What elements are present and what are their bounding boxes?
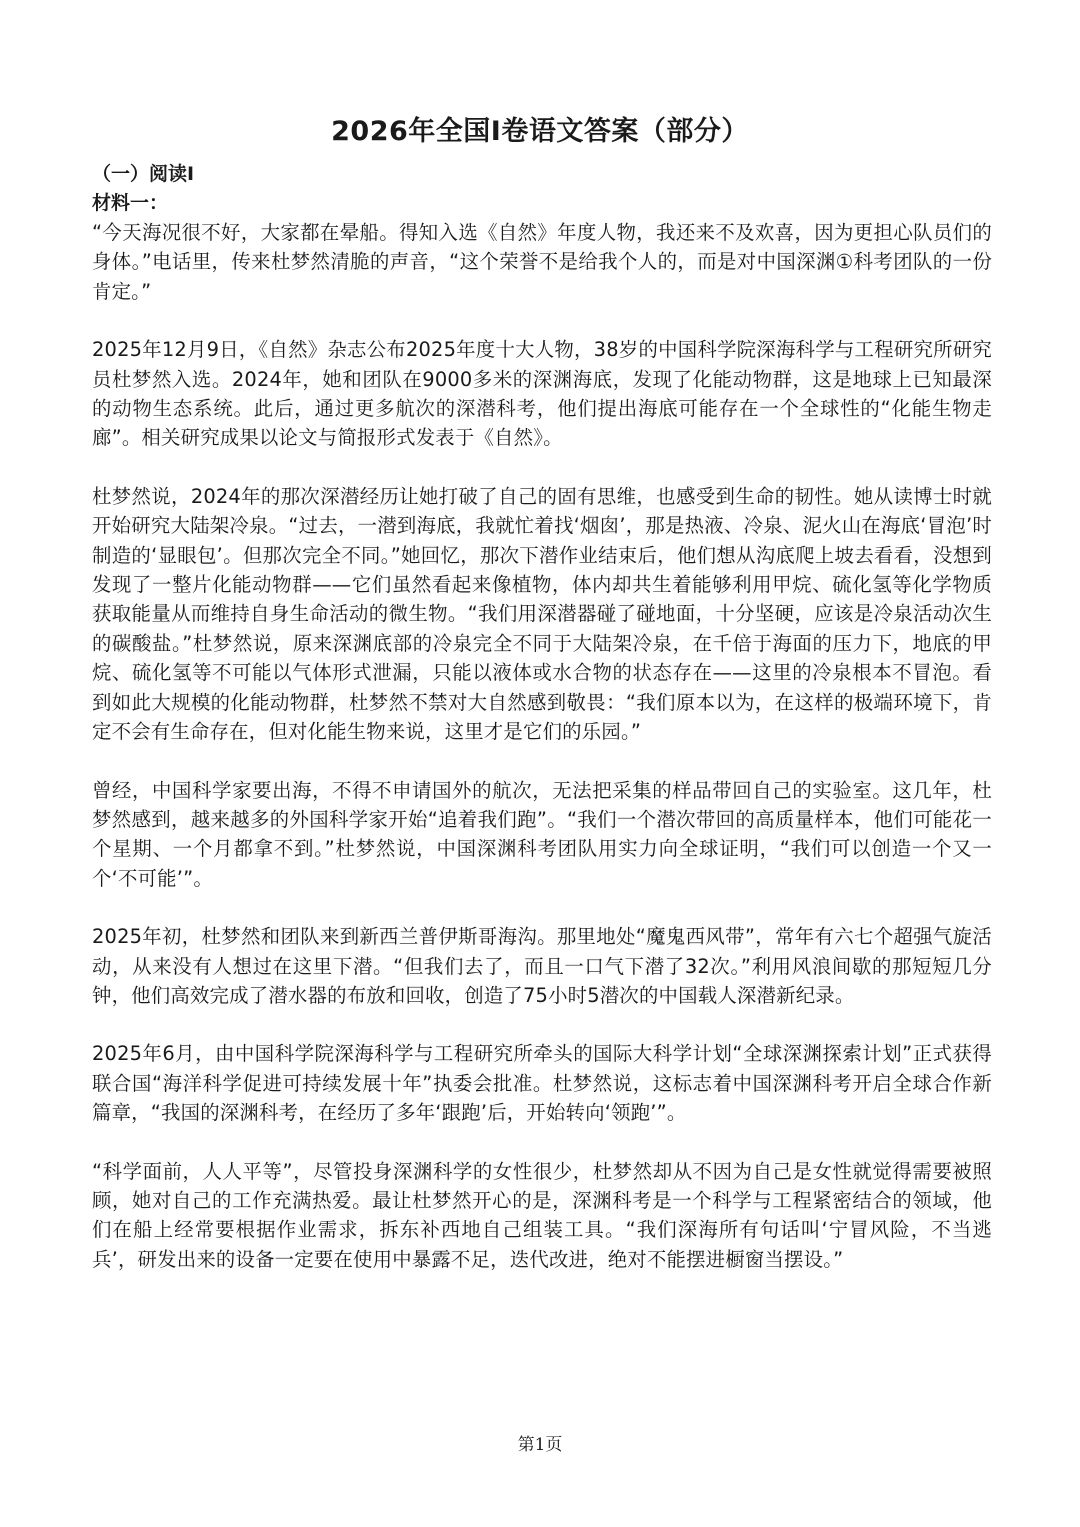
section-heading: （一）阅读I bbox=[92, 163, 195, 185]
paragraph-4: 曾经，中国科学家要出海，不得不申请国外的航次，无法把采集的样品带回自己的实验室。这几年，杜梦然感到，越来越多的外国科学家开始“追着我们跑”。“我们一个潜次带回的高质量样本，他们可能花一个星期、一个月都拿不到。”杜梦然说，中国深渊科考团队用实力向全球证明，“我们可以创造一个又一个‘不可能’”。 bbox=[92, 778, 992, 890]
paragraph-7: “科学面前，人人平等”，尽管投身深渊科学的女性很少，杜梦然却从不因为自己是女性就觉得需要被照顾，她对自己的工作充满热爱。最让杜梦然开心的是，深渊科考是一个科学与工程紧密结合的领域，他们在船上经常要根据作业需求，拆东补西地自己组装工具。“我们深海所有句话叫‘宁冒风险，不当逃兵’，研发出来的设备一定要在使用中暴露不足，迭代改进，绝对不能摆进橱窗当摆设。” bbox=[92, 1159, 992, 1271]
document-title: 2026年全国I卷语文答案（部分） bbox=[331, 116, 749, 147]
paragraph-1: “今天海况很不好，大家都在晕船。得知入选《自然》年度人物，我还来不及欢喜，因为更担心队员们的身体。”电话里，传来杜梦然清脆的声音，“这个荣誉不是给我个人的，而是对中国深渊①科考团队的一份肯定。” bbox=[92, 221, 992, 303]
paragraph-3: 杜梦然说，2024年的那次深潜经历让她打破了自己的固有思维，也感受到生命的韧性。她从读博士时就开始研究大陆架冷泉。“过去，一潜到海底，我就忙着找‘烟囱’，那是热液、冷泉、泥火山在海底‘冒泡’时制造的‘显眼包’。但那次完全不同。”她回忆，那次下潜作业结束后，他们想从沟底爬上坡去看看，没想到发现了一整片化能动物群——它们虽然看起来像植物，体内却共生着能够利用甲烷、硫化氢等化学物质获取能量从而维持自身生命活动的微生物。“我们用深潜器碰了碰地面，十分坚硬，应该是冷泉活动次生的碳酸盐。”杜梦然说，原来深渊底部的冷泉完全不同于大陆架冷泉，在千倍于海面的压力下，地底的甲烷、硫化氢等不可能以气体形式泄漏，只能以液体或水合物的状态存在——这里的冷泉根本不冒泡。看到如此大规模的化能动物群，杜梦然不禁对大自然感到敬畏：“我们原本以为，在这样的极端环境下，肯定不会有生命存在，但对化能生物来说，这里才是它们的乐园。” bbox=[92, 484, 992, 744]
material-heading: 材料一： bbox=[92, 192, 169, 214]
paragraph-6: 2025年6月，由中国科学院深海科学与工程研究所牵头的国际大科学计划“全球深渊探索计划”正式获得联合国“海洋科学促进可持续发展十年”执委会批准。杜梦然说，这标志着中国深渊科考开启全球合作新篇章，“我国的深渊科考，在经历了多年‘跟跑’后，开始转向‘领跑’”。 bbox=[92, 1042, 992, 1125]
page-number: 第1页 bbox=[517, 1435, 563, 1455]
document-body bbox=[92, 160, 992, 1303]
paragraph-2: 2025年12月9日，《自然》杂志公布2025年度十大人物，38岁的中国科学院深海科学与工程研究所研究员杜梦然入选。2024年，她和团队在9000多米的深渊海底，发现了化能动物群，这是地球上已知最深的动物生态系统。此后，通过更多航次的深潜科考，他们提出海底可能存在一个全球性的“化能生物走廊”。相关研究成果以论文与简报形式发表于《自然》。 bbox=[92, 338, 992, 450]
paragraph-5: 2025年初，杜梦然和团队来到新西兰普伊斯哥海沟。那里地处“魔鬼西风带”，常年有六七个超强气旋活动，从来没有人想过在这里下潜。“但我们去了，而且一口气下潜了32次。”利用风浪间歇的那短短几分钟，他们高效完成了潜水器的布放和回收，创造了75小时5潜次的中国载人深潜新纪录。 bbox=[92, 925, 992, 1007]
